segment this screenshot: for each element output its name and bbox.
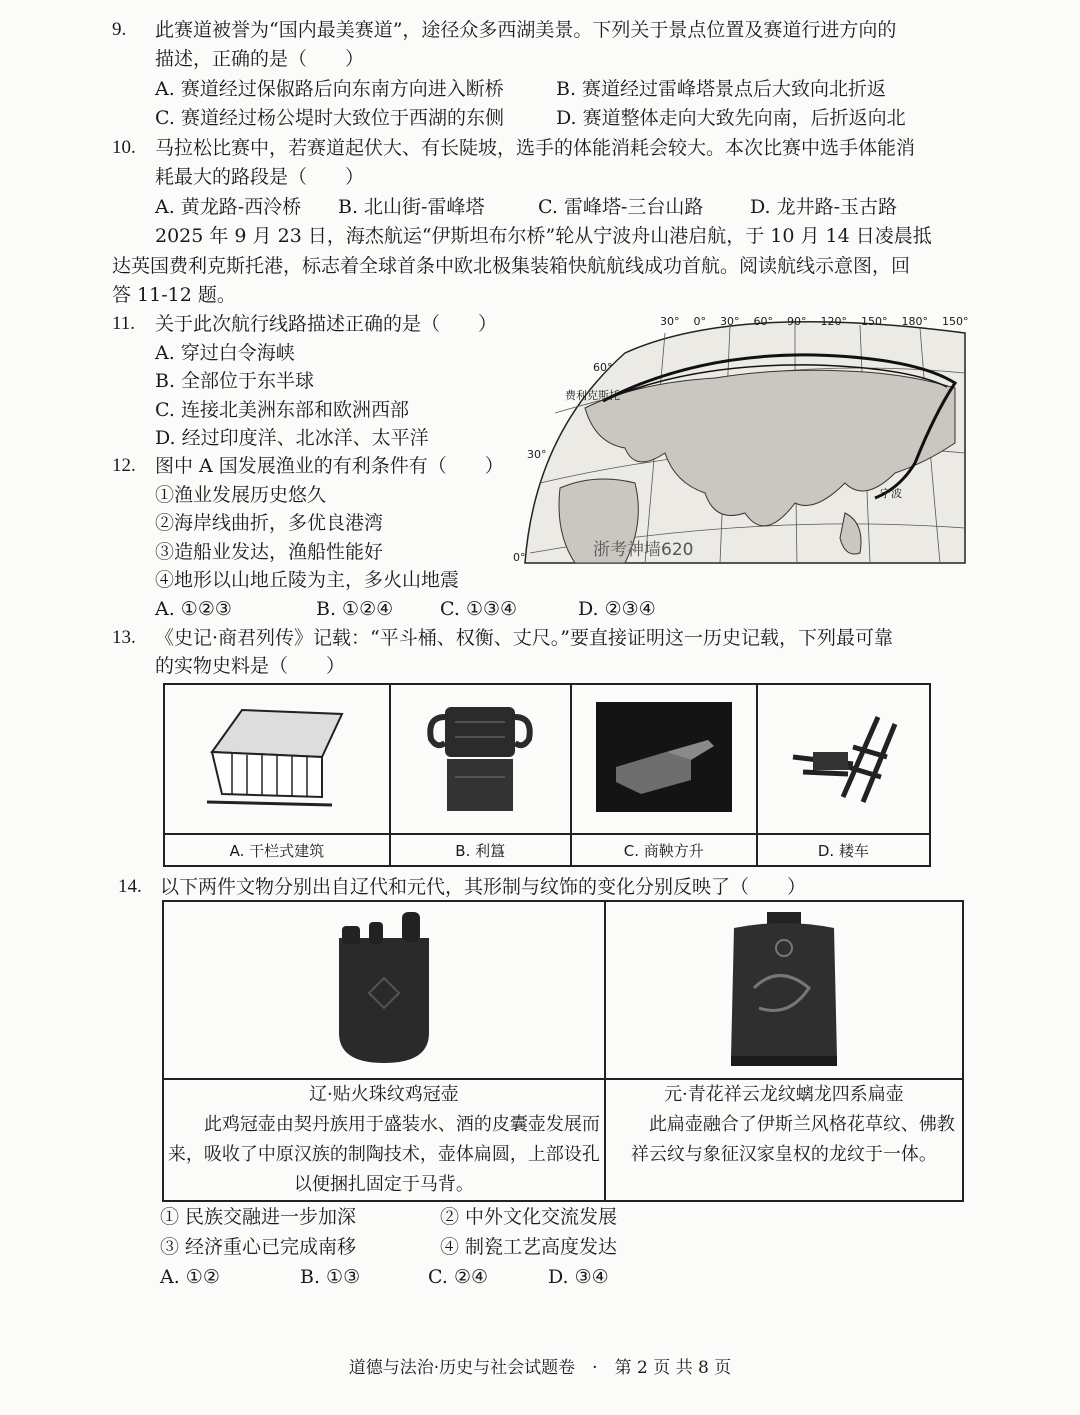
map-port-felixstowe-label: 费利克斯托 bbox=[565, 389, 620, 402]
q13-image-d-cell bbox=[757, 684, 930, 834]
passage-line2: 达英国费利克斯托港，标志着全球首条中欧北极集装箱快航航线成功首航。阅读航线示意图，回 bbox=[112, 255, 911, 277]
map-longitude-labels bbox=[660, 315, 983, 328]
q12-option-c: C. ①③④ bbox=[440, 598, 518, 620]
map-longitude-label: 30° bbox=[660, 315, 680, 328]
q10-stem-line1: 马拉松比赛中，若赛道起伏大、有长陡坡，选手的体能消耗会较大。本次比赛中选手体能消 bbox=[155, 137, 916, 159]
yuan-blue-white-flask-image bbox=[719, 908, 849, 1068]
q12-statement-4: ④地形以山地丘陵为主，多火山地震 bbox=[155, 569, 460, 591]
q9-number: 9. bbox=[112, 19, 127, 40]
map-longitude-label: 150° bbox=[861, 315, 888, 328]
q14-option-d: D. ③④ bbox=[548, 1266, 609, 1288]
q14-statement-1: ① 民族交融进一步加深 bbox=[160, 1206, 357, 1228]
q13-caption-c: C. 商鞅方升 bbox=[571, 834, 757, 866]
q12-option-d: D. ②③④ bbox=[578, 598, 656, 620]
map-port-ningbo-label: 宁波 bbox=[880, 487, 902, 500]
q11-option-c: C. 连接北美洲东部和欧洲西部 bbox=[155, 399, 409, 421]
q9-stem-line2: 描述，正确的是（ ） bbox=[155, 48, 365, 70]
q13-caption-a: A. 干栏式建筑 bbox=[164, 834, 390, 866]
q14-option-a: A. ①② bbox=[160, 1266, 220, 1288]
map-watermark: 浙考神墙620 bbox=[593, 540, 694, 560]
q11-option-b: B. 全部位于东半球 bbox=[155, 370, 315, 392]
q14-statement-4: ④ 制瓷工艺高度发达 bbox=[440, 1236, 618, 1258]
q13-image-a-cell bbox=[164, 684, 390, 834]
q14-number: 14. bbox=[118, 876, 142, 897]
map-longitude-label: 30° bbox=[720, 315, 740, 328]
q10-number: 10. bbox=[112, 137, 136, 158]
q12-statement-3: ③造船业发达，渔船性能好 bbox=[155, 541, 384, 563]
q9-option-a: A. 赛道经过保俶路后向东南方向进入断桥 bbox=[155, 78, 504, 100]
q13-image-b-cell bbox=[390, 684, 571, 834]
seed-drill-image bbox=[783, 702, 903, 812]
liao-cockscomb-pot-image bbox=[314, 908, 454, 1068]
q9-stem-line1: 此赛道被誉为“国内最美赛道”，途径众多西湖美景。下列关于景点位置及赛道行进方向的 bbox=[155, 19, 897, 41]
shang-yang-square-sheng-image bbox=[596, 702, 732, 812]
map-longitude-label: 0° bbox=[693, 315, 706, 328]
map-lat-0-label: 0° bbox=[513, 551, 526, 564]
q13-stem-line2: 的实物史料是（ ） bbox=[155, 655, 346, 677]
map-lat-60-label: 60° bbox=[593, 361, 613, 374]
stilt-house-image bbox=[202, 702, 352, 812]
map-lat-30-label: 30° bbox=[527, 448, 547, 461]
map-longitude-label: 180° bbox=[901, 315, 928, 328]
q10-stem-line2: 耗最大的路段是（ ） bbox=[155, 166, 365, 188]
q14-left-body: 此鸡冠壶由契丹族用于盛装水、酒的皮囊壶发展而来，吸收了中原汉族的制陶技术，壶体扁圆，上部设孔以便捆扎固定于马背。 bbox=[167, 1114, 600, 1195]
arctic-route-map bbox=[513, 313, 969, 564]
map-longitude-label: 60° bbox=[753, 315, 773, 328]
q14-image-left-cell bbox=[163, 901, 605, 1079]
q14-stem: 以下两件文物分别出自辽代和元代，其形制与纹饰的变化分别反映了（ ） bbox=[160, 876, 807, 898]
q14-right-title: 元·青花祥云龙纹螭龙四系扁壶 bbox=[664, 1084, 904, 1105]
q11-number: 11. bbox=[112, 313, 136, 334]
map-longitude-label: 150° bbox=[942, 315, 969, 328]
q13-number: 13. bbox=[112, 627, 136, 648]
q12-option-b: B. ①②④ bbox=[316, 598, 394, 620]
map-graphic bbox=[515, 313, 965, 563]
q9-option-d: D. 赛道整体走向大致先向南，后折返向北 bbox=[556, 107, 906, 129]
q9-option-c: C. 赛道经过杨公堤时大致位于西湖的东侧 bbox=[155, 107, 504, 129]
q14-left-text-cell bbox=[163, 1079, 605, 1201]
q10-option-d: D. 龙井路-玉古路 bbox=[750, 196, 898, 218]
q12-option-a: A. ①②③ bbox=[155, 598, 232, 620]
q14-image-right-cell bbox=[605, 901, 963, 1079]
map-longitude-label: 90° bbox=[787, 315, 807, 328]
q13-stem-line1: 《史记·商君列传》记载：“平斗桶、权衡、丈尺。”要直接证明这一历史记载，下列最可靠 bbox=[155, 627, 893, 649]
q12-statement-2: ②海岸线曲折，多优良港湾 bbox=[155, 512, 384, 534]
q12-number: 12. bbox=[112, 455, 136, 476]
q14-option-c: C. ②④ bbox=[428, 1266, 489, 1288]
map-longitude-label: 120° bbox=[820, 315, 847, 328]
q13-image-table bbox=[163, 683, 931, 867]
q14-left-title: 辽·贴火珠纹鸡冠壶 bbox=[309, 1084, 459, 1105]
q13-caption-d: D. 耧车 bbox=[757, 834, 930, 866]
q11-stem: 关于此次航行线路描述正确的是（ ） bbox=[155, 313, 498, 335]
q14-right-text-cell bbox=[605, 1079, 963, 1201]
passage-line3: 答 11-12 题。 bbox=[112, 284, 236, 306]
passage-line1: 2025 年 9 月 23 日，海杰航运“伊斯坦布尔桥”轮从宁波舟山港启航，于 10 月 14 日凌晨抵 bbox=[155, 225, 932, 247]
q10-option-a: A. 黄龙路-西泠桥 bbox=[155, 196, 302, 218]
q14-option-b: B. ①③ bbox=[300, 1266, 361, 1288]
q14-right-body: 此扁壶融合了伊斯兰风格花草纹、佛教祥云纹与象征汉家皇权的龙纹于一体。 bbox=[630, 1114, 955, 1165]
q14-statement-3: ③ 经济重心已完成南移 bbox=[160, 1236, 357, 1258]
q10-option-b: B. 北山街-雷峰塔 bbox=[338, 196, 485, 218]
q12-stem: 图中 A 国发展渔业的有利条件有（ ） bbox=[155, 455, 504, 477]
q12-statement-1: ①渔业发展历史悠久 bbox=[155, 484, 327, 506]
li-gui-vessel-image bbox=[425, 697, 535, 817]
q11-option-a: A. 穿过白令海峡 bbox=[155, 342, 295, 364]
page-footer: 道德与法治·历史与社会试题卷 · 第 2 页 共 8 页 bbox=[348, 1358, 732, 1378]
q14-artifact-table bbox=[162, 900, 964, 1202]
q13-caption-b: B. 利簋 bbox=[390, 834, 571, 866]
q10-option-c: C. 雷峰塔-三台山路 bbox=[538, 196, 704, 218]
q11-option-d: D. 经过印度洋、北冰洋、太平洋 bbox=[155, 427, 429, 449]
q13-image-c-cell bbox=[571, 684, 757, 834]
q9-option-b: B. 赛道经过雷峰塔景点后大致向北折返 bbox=[556, 78, 887, 100]
q14-statement-2: ② 中外文化交流发展 bbox=[440, 1206, 618, 1228]
